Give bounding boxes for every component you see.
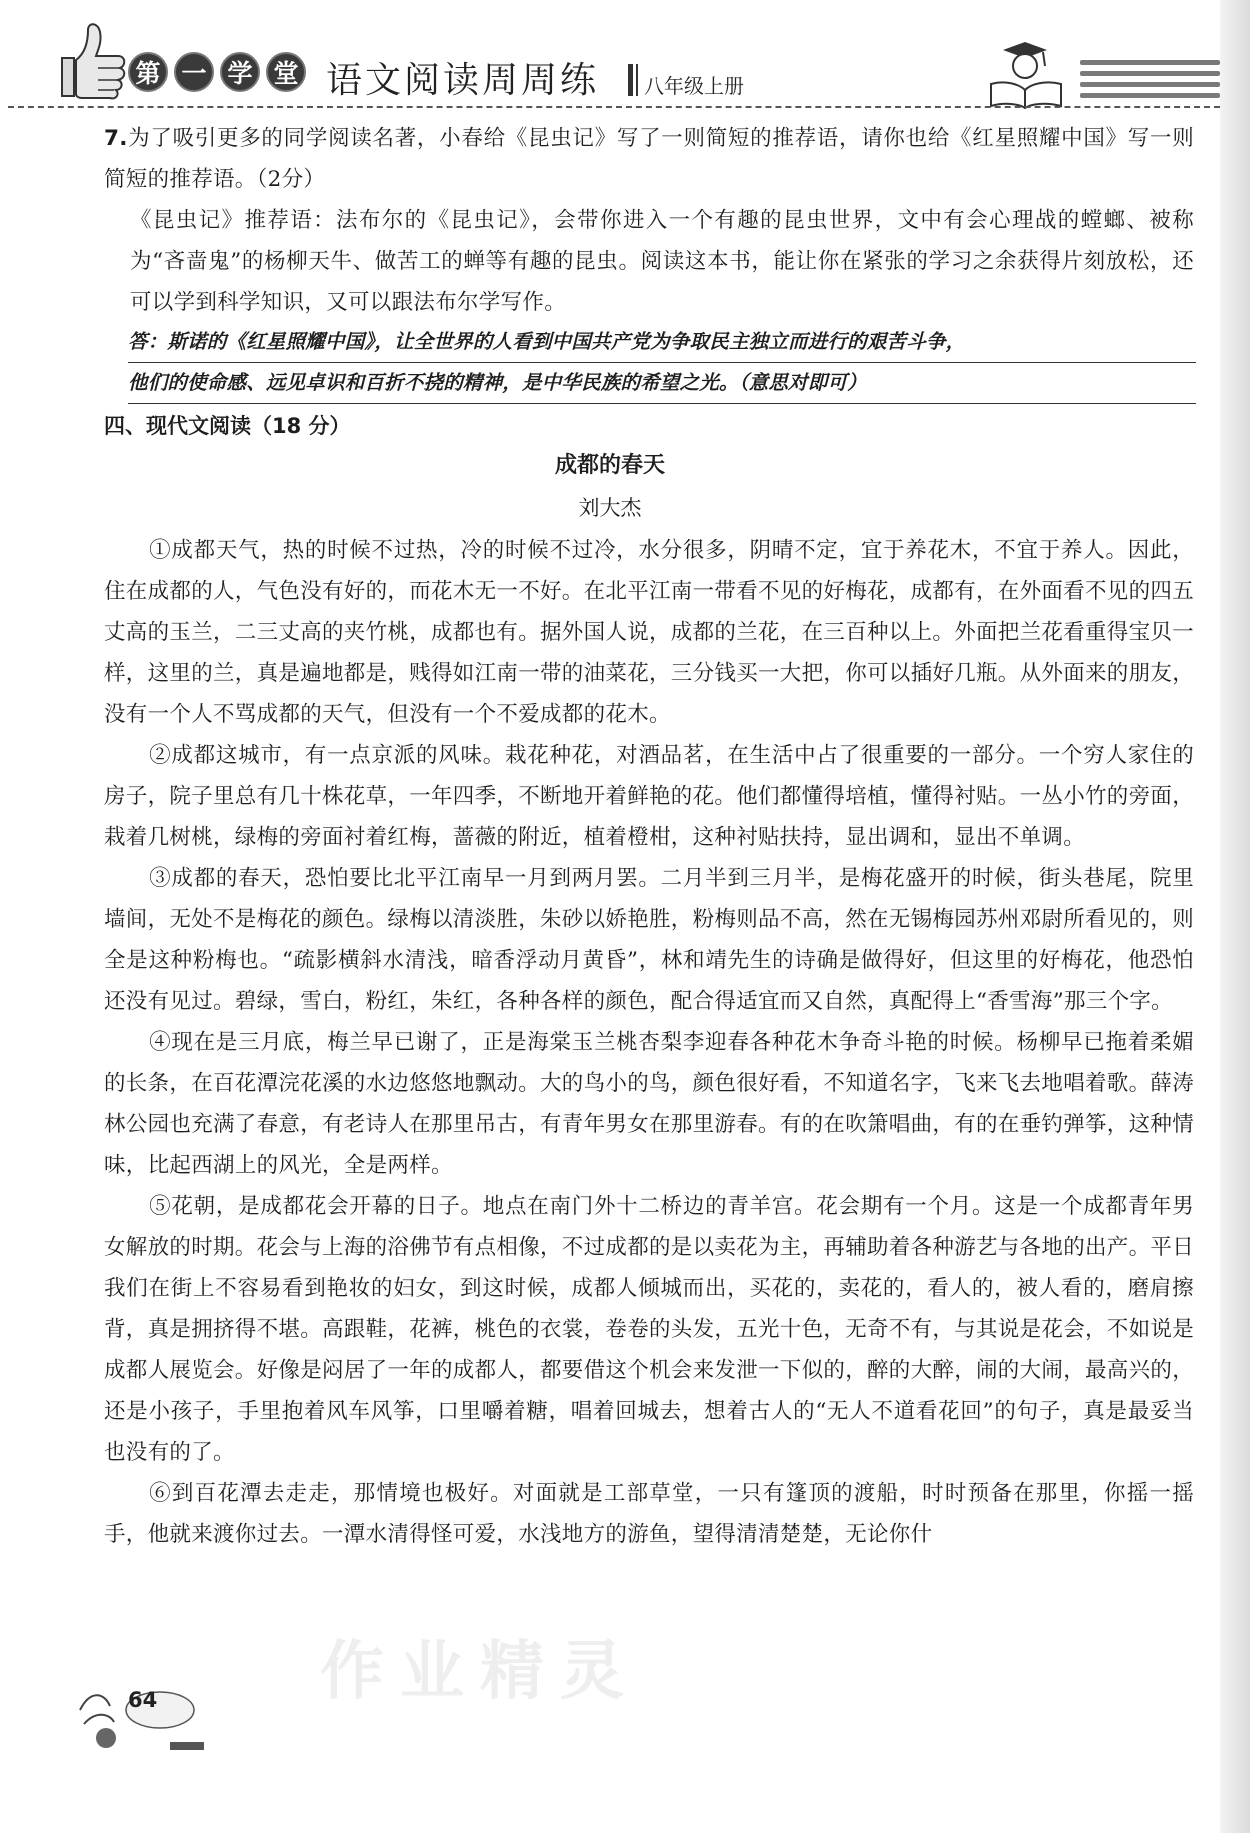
article-paragraph: ④现在是三月底，梅兰早已谢了，正是海棠玉兰桃杏梨李迎春各种花木争奇斗艳的时候。杨柳早已拖着柔媚的长条，在百花潭浣花溪的水边悠悠地飘动。大的鸟小的鸟，颜色很好看，不知道名字，飞来飞去地唱着歌。薛涛林公园也充满了春意，有老诗人在那里吊古，有青年男女在那里游春。有的在吹箫唱曲，有的在垂钓弹筝，这种情味，比起西湖上的风光，全是两样。	[104, 1030, 1195, 1178]
page-number: 64	[128, 1688, 158, 1712]
article-paragraph: ⑥到百花潭去走走，那情境也极好。对面就是工部草堂，一只有篷顶的渡船，时时预备在那里，你摇一摇手，他就来渡你过去。一潭水清得怪可爱，水浅地方的游鱼，望得清清楚楚，无论你什	[104, 1481, 1194, 1547]
header-stripes	[1080, 60, 1220, 104]
divider	[636, 64, 638, 96]
reading-student-icon	[985, 40, 1067, 110]
section-title: 四、现代文阅读（18 分）	[104, 414, 351, 438]
sample-recommendation: 《昆虫记》推荐语：法布尔的《昆虫记》，会带你进入一个有趣的昆虫世界，文中有会心理战的螳螂、被称为“吝啬鬼”的杨柳天牛、做苦工的蝉等有趣的昆虫。阅读这本书，能让你在紧张的学习之余获得片刻放松，还可以学到科学知识，又可以跟法布尔学写作。	[130, 208, 1194, 315]
page-edge	[1220, 0, 1250, 1833]
answer-line: 答：斯诺的《红星照耀中国》，让全世界的人看到中国共产党为争取民主独立而进行的艰苦斗争，	[128, 322, 1196, 363]
brand-char: 堂	[266, 52, 306, 92]
divider	[628, 64, 633, 96]
header-divider	[8, 106, 1220, 108]
question-7	[104, 118, 1194, 323]
brand-char: 一	[174, 52, 214, 92]
answer-line: 他们的使命感、远见卓识和百折不挠的精神，是中华民族的希望之光。（意思对即可）	[128, 363, 1196, 404]
thumbs-up-icon	[52, 18, 130, 102]
brand-char: 学	[220, 52, 260, 92]
article-paragraph: ②成都这城市，有一点京派的风味。栽花种花，对酒品茗，在生活中占了很重要的一部分。一个穷人家住的房子，院子里总有几十株花草，一年四季，不断地开着鲜艳的花。他们都懂得培植，懂得衬贴。一丛小竹的旁面，栽着几树桃，绿梅的旁面衬着红梅，蔷薇的附近，植着橙柑，这种衬贴扶持，显出调和，显出不单调。	[104, 743, 1195, 850]
article-paragraph: ⑤花朝，是成都花会开幕的日子。地点在南门外十二桥边的青羊宫。花会期有一个月。这是一个成都青年男女解放的时期。花会与上海的浴佛节有点相像，不过成都的是以卖花为主，再辅助着各种游艺与各地的出产。平日我们在街上不容易看到艳妆的妇女，到这时候，成都人倾城而出，买花的，卖花的，看人的，被人看的，磨肩擦背，真是拥挤得不堪。高跟鞋，花裤，桃色的衣裳，卷卷的头发，五光十色，无奇不有，与其说是花会，不如说是成都人展览会。好像是闷居了一年的成都人，都要借这个机会来发泄一下似的，醉的大醉，闹的大闹，最高兴的，还是小孩子，手里抱着风车风筝，口里嚼着糖，唱着回城去，想着古人的“无人不道看花回”的句子，真是最妥当也没有的了。	[104, 1194, 1195, 1465]
article-body	[104, 530, 1194, 1555]
article-author: 刘大杰	[578, 496, 642, 520]
question-prompt-text: 为了吸引更多的同学阅读名著，小春给《昆虫记》写了一则简短的推荐语，请你也给《红星照耀中国》写一则简短的推荐语。（2分）	[104, 126, 1194, 192]
article-paragraph: ③成都的春天，恐怕要比北平江南早一月到两月罢。二月半到三月半，是梅花盛开的时候，街头巷尾，院里墙间，无处不是梅花的颜色。绿梅以清淡胜，朱砂以娇艳胜，粉梅则品不高，然在无锡梅园苏州邓尉所看见的，则全是这种粉梅也。“疏影横斜水清浅，暗香浮动月黄昏”，林和靖先生的诗确是做得好，但这里的好梅花，他恐怕还没有见过。碧绿，雪白，粉红，朱红，各种各样的颜色，配合得适宜而又自然，真配得上“香雪海”那三个字。	[104, 866, 1195, 1014]
question-number: 7.	[104, 126, 128, 151]
series-title: 语文阅读周周练	[326, 60, 600, 101]
brand-badges	[128, 52, 306, 92]
answer-block	[128, 322, 1196, 404]
page-header	[0, 0, 1220, 112]
question-prompt	[104, 118, 1194, 200]
grade-label: 八年级上册	[644, 74, 744, 98]
article-title: 成都的春天	[554, 453, 665, 478]
brand-char: 第	[128, 52, 168, 92]
article-paragraph: ①成都天气，热的时候不过热，冷的时候不过冷，水分很多，阴晴不定，宜于养花木，不宜于养人。因此，住在成都的人，气色没有好的，而花木无一不好。在北平江南一带看不见的好梅花，成都有，在外面看不见的四五丈高的玉兰，二三丈高的夹竹桃，成都也有。据外国人说，成都的兰花，在三百种以上。外面把兰花看重得宝贝一样，这里的兰，真是遍地都是，贱得如江南一带的油菜花，三分钱买一大把，你可以插好几瓶。从外面来的朋友，没有一个人不骂成都的天气，但没有一个不爱成都的花木。	[104, 538, 1195, 727]
watermark: 作业精灵	[320, 1635, 640, 1709]
